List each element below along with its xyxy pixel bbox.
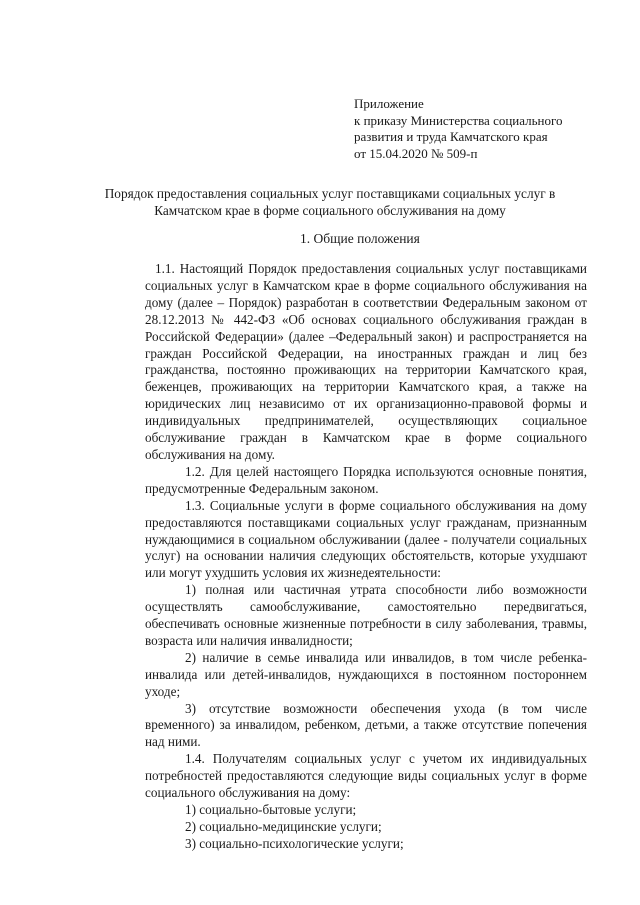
paragraph-1-1: 1.1. Настоящий Порядок предоставления социальных услуг поставщиками социальных услуг в Камчатском крае в форме социального обслуживания на дому (далее – Порядок) разработан в соответствии Федеральным законом от 28.12.2013 № 442-ФЗ «Об основах социального обслуживания граждан в Российской Федерации» (далее –Федеральный закон) и распространяется на граждан Российской Федерации, на иностранных граждан и лиц без гражданства, постоянно проживающих на территории Камчатского края, беженцев, проживающих на территории Камчатского края, а также на юридических лиц независимо от их организационно-правовой формы и индивидуальных предпринимателей, осуществляющих социальное обслуживание граждан в Камчатском крае в форме социального обслуживания на дому.: [145, 261, 587, 462]
annex-title: Приложение: [354, 96, 424, 111]
document-title: Порядок предоставления социальных услуг поставщиками социальных услуг в Камчатском крае в форме социального обслуживания на дому: [104, 186, 556, 218]
annex-date-number: от 15.04.2020 № 509-п: [354, 145, 478, 161]
paragraph-1-3-item-2: 2) наличие в семье инвалида или инвалидов, в том числе ребенка-инвалида или детей-инвалидов, нуждающихся в постоянном постороннем уходе;: [145, 649, 587, 699]
paragraph-1-4: 1.4. Получателям социальных услуг с учетом их индивидуальных потребностей предоставляются следующие виды социальных услуг в форме социального обслуживания на дому:: [145, 751, 587, 801]
list-item: 3) социально-психологические услуги;: [185, 835, 404, 851]
annex-ministry-line: развития и труда Камчатского края: [354, 129, 548, 144]
annex-order-line: к приказу Министерства социального: [354, 112, 563, 128]
paragraph-1-3-item-1: 1) полная или частичная утрата способности либо возможности осуществлять самообслуживание, самостоятельно передвигаться, обеспечивать основные жизненные потребности в силу заболевания, травмы, возраста или наличия инвалидности;: [145, 582, 587, 648]
list-item: 2) социально-медицинские услуги;: [185, 818, 382, 834]
document-body: [145, 261, 587, 853]
section-heading: 1. Общие положения: [300, 231, 420, 246]
list-item: 1) социально-бытовые услуги;: [185, 802, 357, 817]
annex-header: [354, 96, 563, 162]
paragraph-1-3-item-3: 3) отсутствие возможности обеспечения ухода (в том числе временного) за инвалидом, ребенком, детьми, а также отсутствие попечения над ними.: [145, 700, 587, 750]
paragraph-1-3: 1.3. Социальные услуги в форме социального обслуживания на дому предоставляются поставщиками социальных услуг гражданам, признанным нуждающимися в социальном обслуживании (далее - получатели социальных услуг) на основании наличия следующих обстоятельств, которые ухудшают или могут ухудшить условия их жизнедеятельности:: [145, 497, 587, 581]
paragraph-1-2: 1.2. Для целей настоящего Порядка используются основные понятия, предусмотренные Федеральным законом.: [145, 463, 587, 496]
